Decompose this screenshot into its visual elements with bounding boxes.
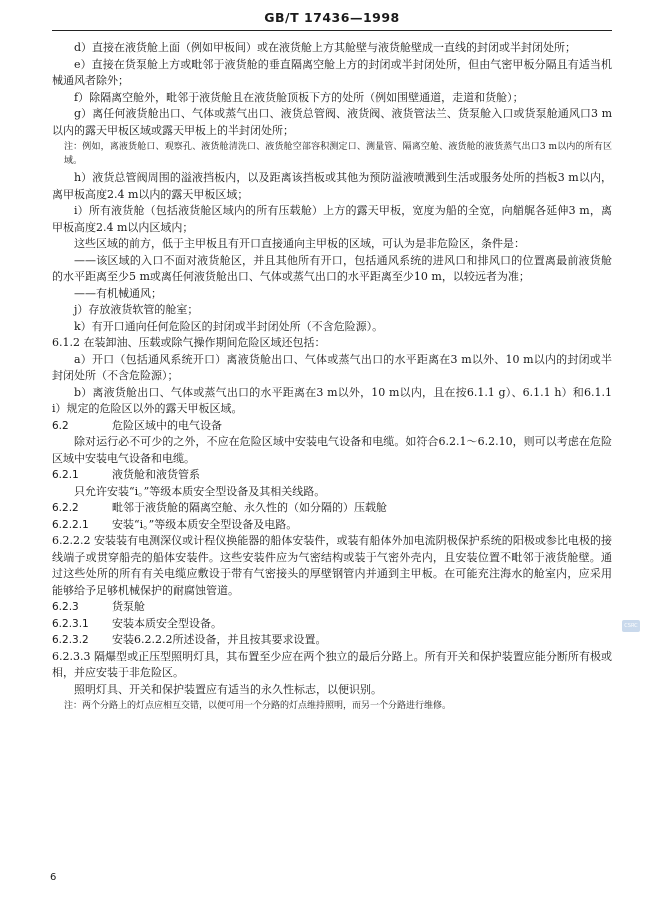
- header-rule: [52, 30, 612, 31]
- clause-number: 6.2.2.1: [52, 518, 89, 531]
- clause-6-2-2-2: 6.2.2.2 安装装有电测深仪或计程仪换能器的船体安装件，或装有船体外加电流阴极保护系统的阳极或参比电极的接线端子或贯穿船壳的船体安装件。这些安装件应为气密结构或装于气密外壳内，且安装位置不毗邻于液货舱壁。通过这些处所的所有有关电缆应敷设于带有气密接头的厚壁钢管内并通到主甲板。在可能充注海水的舱室内，应采用能够给予足够机械保护的耐腐蚀管道。: [52, 534, 612, 597]
- clause-6-2-1-text: 只允许安装“i。”等级本质安全型设备及其相关线路。: [74, 484, 326, 498]
- note-lighting: 注：两个分路上的灯点应相互交错，以便可用一个分路的灯点维持照明，而另一个分路进行维修。: [64, 701, 452, 711]
- standard-number-header: GB/T 17436—1998: [264, 10, 400, 25]
- item-6-1-2-a: a）开口（包括通风系统开口）离液货舱出口、气体或蒸气出口的水平距离在3 m以外、10 m以内的封闭或半封闭处所（不含危险源）；: [52, 352, 612, 382]
- clause-title: 危险区域中的电气设备: [112, 418, 222, 432]
- clause-number: 6.2.3: [52, 601, 79, 613]
- item-g: g）离任何液货舱出口、气体或蒸气出口、液货总管阀、液货阀、液货管法兰、货泵舱入口或货泵舱通风口3 m以内的露天甲板区域或露天甲板上的半封闭处所；: [52, 107, 612, 137]
- clause-title: 毗邻于液货舱的隔离空舱、永久性的（如分隔的）压载舱: [112, 501, 387, 514]
- body-text: [52, 40, 612, 715]
- clause-title: 安装6.2.2.2所述设备，并且按其要求设置。: [112, 633, 327, 646]
- clause-title: 安装“i。”等级本质安全型设备及电路。: [112, 517, 298, 531]
- clause-title: 货泵舱: [112, 600, 145, 613]
- item-k: k）有开口通向任何危险区的封闭或半封闭处所（不含危险源）。: [74, 319, 384, 333]
- clause-6-2-1: [52, 467, 612, 484]
- item-h: h）液货总管阀周围的溢液挡板内，以及距离该挡板或其他为预防溢液喷溅到生活或服务处所的挡板3 m以内，离甲板高度2.4 m以内的露天甲板区域；: [52, 171, 612, 201]
- condition-dash-2: ——有机械通风；: [74, 286, 162, 300]
- note-item-g: 注：例如，离液货舱口、观察孔、液货舱清洗口、液货舱空部容积测定口、测量管、隔离空舱、液货舱的液货蒸气出口3 m以内的所有区域。: [64, 142, 612, 166]
- clause-number: 6.2.3.1: [52, 617, 89, 630]
- item-6-1-2-b: b）离液货舱出口、气体或蒸气出口的水平距离在3 m以外，10 m以内，且在按6.1.1 g）、6.1.1 h）和6.1.1 i）规定的危险区以外的露天甲板区域。: [52, 385, 612, 415]
- clause-6-2: [52, 418, 612, 435]
- item-d: d）直接在液货舱上面（例如甲板间）或在液货舱上方其舱壁与液货舱壁成一直线的封闭或半封闭处所；: [74, 41, 577, 54]
- page-number: 6: [50, 872, 57, 883]
- condition-dash-1: ——该区域的入口不面对液货舱区，并且其他所有开口，包括通风系统的进风口和排风口的位置离最前液货舱的水平距离至少5 m或离任何液货舱出口、气体或蒸气出口的水平距离至少10 m，以较远者为准；: [52, 253, 612, 283]
- clause-number: 6.2: [52, 419, 69, 432]
- clause-6-2-3-3: 6.2.3.3 隔爆型或正压型照明灯具，其布置至少应在两个独立的最后分路上。所有开关和保护装置应能分断所有极或相，并应安装于非危险区。: [52, 649, 612, 679]
- clause-title: 安装本质安全型设备。: [112, 616, 222, 630]
- clause-6-2-text: 除对运行必不可少的之外，不应在危险区域中安装电气设备和电缆。如符合6.2.1～6.2.10，则可以考虑在危险区域中安装电气设备和电缆。: [52, 435, 612, 465]
- clause-number: 6.2.1: [52, 469, 79, 481]
- clause-6-2-2: [52, 500, 612, 517]
- clause-number: 6.2.3.2: [52, 634, 89, 646]
- clause-6-1-2: 6.1.2 在装卸油、压载或除气操作期间危险区域还包括：: [52, 336, 326, 349]
- clause-title: 液货舱和液货管系: [112, 468, 200, 481]
- marking-requirement: 照明灯具、开关和保护装置应有适当的永久性标志，以便识别。: [74, 682, 382, 696]
- clause-6-2-3-1: [52, 616, 612, 633]
- item-f: f）除隔离空舱外，毗邻于液货舱且在液货舱顶板下方的处所（例如围壁通道，走道和货舱）；: [74, 90, 524, 104]
- clause-6-2-3-2: [52, 632, 612, 649]
- item-i: i）所有液货舱（包括液货舱区域内的所有压载舱）上方的露天甲板，宽度为船的全宽，向艏艉各延伸3 m，离甲板高度2.4 m以内区域内；: [52, 204, 612, 234]
- item-j: j）存放液货软管的舱室；: [74, 303, 199, 316]
- clause-number: 6.2.2: [52, 502, 79, 514]
- non-hazardous-condition: 这些区域的前方，低于主甲板且有开口直接通向主甲板的区域，可认为是非危险区，条件是：: [74, 237, 525, 250]
- clause-6-2-2-1: [52, 517, 612, 534]
- item-e: e）直接在货泵舱上方或毗邻于液货舱的垂直隔离空舱上方的封闭或半封闭处所，但由气密甲板分隔且有适当机械通风者除外；: [52, 57, 612, 87]
- library-stamp: CSRC: [622, 620, 640, 632]
- clause-6-2-3: [52, 599, 612, 616]
